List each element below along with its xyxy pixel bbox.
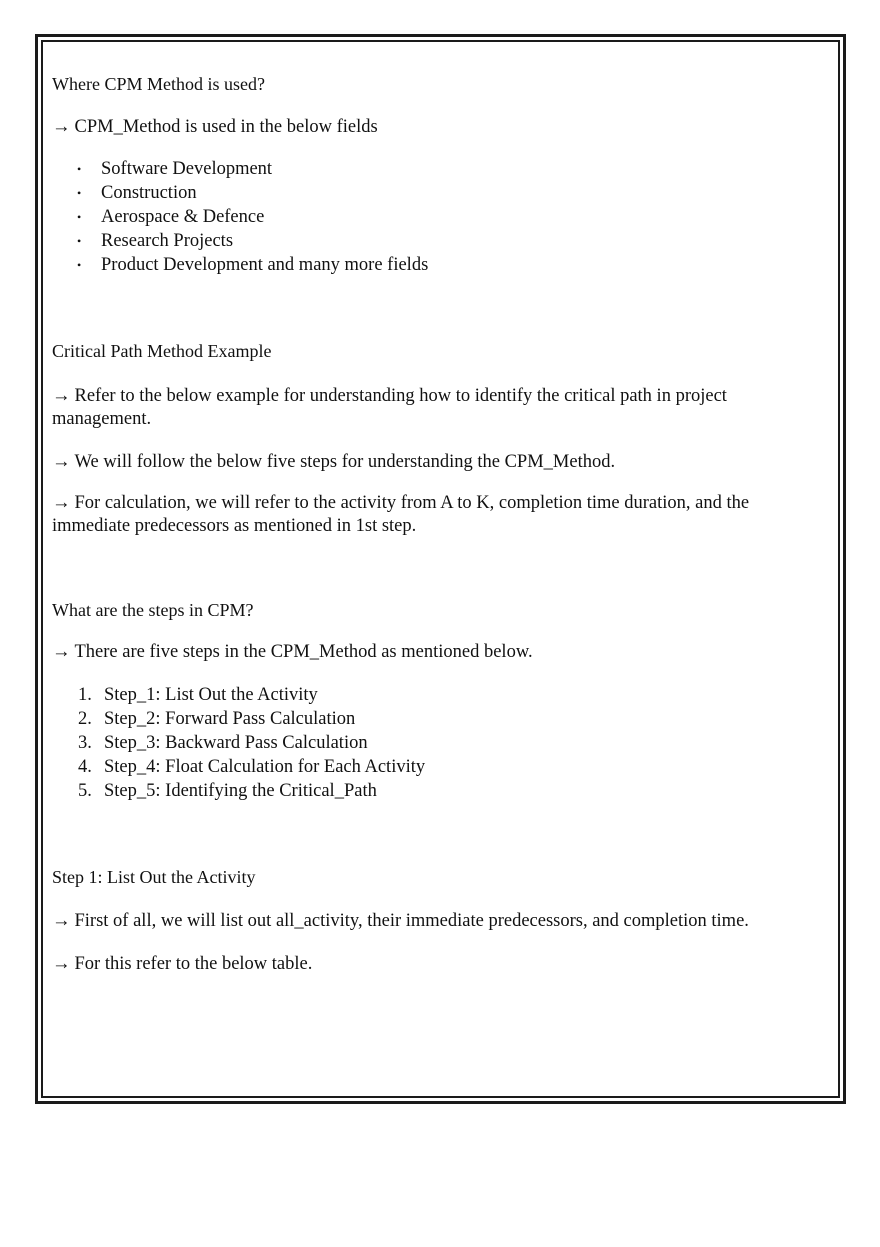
bullet-icon: • <box>77 210 82 224</box>
arrow-icon: → <box>52 911 71 931</box>
list-item <box>75 253 428 277</box>
where-used-intro <box>52 116 378 139</box>
step1-paragraph-1-text: First of all, we will list out all_activity, their immediate predecessors, and completion time. <box>74 911 749 931</box>
arrow-icon: → <box>52 117 71 137</box>
section-heading-example: Critical Path Method Example <box>52 341 272 361</box>
section-heading-where-used: Where CPM Method is used? <box>52 74 265 94</box>
list-item-text: Step_4: Float Calculation for Each Activity <box>104 757 426 777</box>
step1-paragraph-2-text: For this refer to the below table. <box>74 954 313 974</box>
step1-paragraph-1 <box>52 910 749 933</box>
bullet-icon: • <box>77 162 82 176</box>
list-item <box>76 707 425 731</box>
steps-intro <box>52 641 533 664</box>
list-item <box>75 229 428 253</box>
list-item-text: Construction <box>101 183 197 203</box>
arrow-icon: → <box>52 386 71 406</box>
list-item-number: 1. <box>78 685 92 705</box>
bullet-icon: • <box>77 186 82 200</box>
section-heading-step1: Step 1: List Out the Activity <box>52 867 256 887</box>
list-item <box>75 181 428 205</box>
list-item <box>76 731 425 755</box>
list-item <box>76 755 425 779</box>
list-item <box>75 205 428 229</box>
list-item-text: Software Development <box>101 159 273 179</box>
example-paragraph-3 <box>52 492 812 538</box>
arrow-icon: → <box>52 954 71 974</box>
example-paragraph-2-text: We will follow the below five steps for understanding the CPM_Method. <box>74 452 616 472</box>
list-item-text: Step_2: Forward Pass Calculation <box>104 709 356 729</box>
steps-list <box>76 683 425 803</box>
steps-intro-text: There are five steps in the CPM_Method as mentioned below. <box>74 642 533 662</box>
example-paragraph-2 <box>52 451 615 474</box>
list-item-number: 4. <box>78 757 92 777</box>
list-item-text: Research Projects <box>101 231 234 251</box>
arrow-icon: → <box>52 493 71 513</box>
arrow-icon: → <box>52 642 71 662</box>
where-used-intro-text: CPM_Method is used in the below fields <box>74 117 378 137</box>
list-item <box>76 779 425 803</box>
list-item-text: Product Development and many more fields <box>101 255 429 275</box>
list-item-text: Step_5: Identifying the Critical_Path <box>104 781 377 801</box>
bullet-icon: • <box>77 258 82 272</box>
example-paragraph-3-text: For calculation, we will refer to the activity from A to K, completion time duration, and the immediate predecessors as mentioned in 1st step. <box>52 493 750 536</box>
step1-paragraph-2 <box>52 953 312 976</box>
list-item <box>75 157 428 181</box>
list-item-text: Step_1: List Out the Activity <box>104 685 318 705</box>
section-heading-steps: What are the steps in CPM? <box>52 600 254 620</box>
list-item-text: Aerospace & Defence <box>101 207 265 227</box>
example-paragraph-1 <box>52 385 812 431</box>
list-item-number: 3. <box>78 733 92 753</box>
list-item <box>76 683 425 707</box>
list-item-number: 5. <box>78 781 92 801</box>
arrow-icon: → <box>52 452 71 472</box>
list-item-text: Step_3: Backward Pass Calculation <box>104 733 368 753</box>
example-paragraph-1-text: Refer to the below example for understanding how to identify the critical path in project management. <box>52 386 727 429</box>
bullet-icon: • <box>77 234 82 248</box>
fields-list <box>75 157 428 277</box>
list-item-number: 2. <box>78 709 92 729</box>
